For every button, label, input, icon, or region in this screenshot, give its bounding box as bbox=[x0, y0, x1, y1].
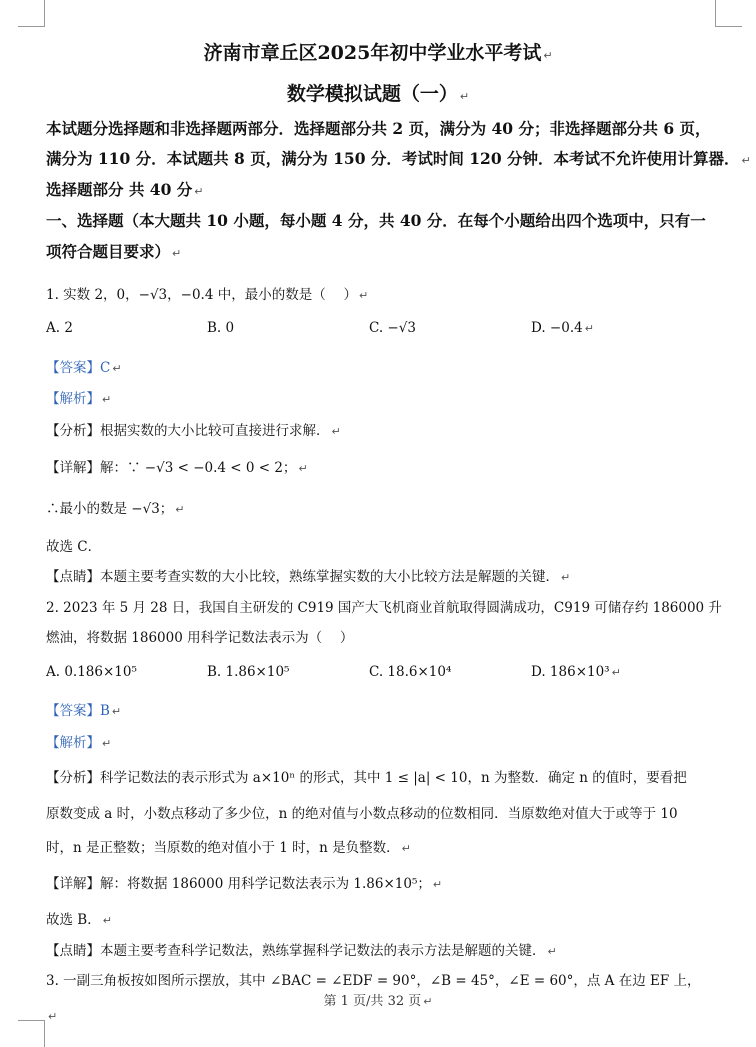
q2-fenxi-line-3: 时，n 是正整数；当原数的绝对值小于 1 时，n 是负整数． ↵ bbox=[46, 840, 411, 856]
q1-comment: 【点睛】本题主要考查实数的大小比较，熟练掌握实数的大小比较方法是解题的关键． ↵ bbox=[46, 569, 571, 585]
intro-line-1: 本试题分选择题和非选择题两部分．选择题部分共 2 页，满分为 40 分；非选择题部分共 6 页， bbox=[46, 119, 711, 138]
q1-answer: 【答案】C ↵ bbox=[46, 360, 122, 376]
q2-comment: 【点睛】本题主要考查科学记数法，熟练掌握科学记数法的表示方法是解题的关键． ↵ bbox=[46, 943, 557, 959]
q2-analysis-label: 【解析】 ↵ bbox=[46, 735, 112, 751]
exam-subtitle: 数学模拟试题（一） ↵ bbox=[286, 83, 470, 105]
q2-choose: 故选 B． ↵ bbox=[46, 912, 112, 928]
page-corner-mark bbox=[18, 1020, 45, 1047]
section-heading: 一、选择题（本大题共 10 小题，每小题 4 分，共 40 分．在每个小题给出四个选项中，只有一 bbox=[46, 211, 706, 230]
q2-stem-line-1: 2. 2023 年 5 月 28 日，我国自主研发的 C919 国产大飞机商业首航取得圆满成功，C919 可储存约 186000 升 bbox=[46, 600, 722, 616]
q2-fenxi-line-1: 【分析】科学记数法的表示形式为 a×10ⁿ 的形式，其中 1 ≤ |a| < 10，n 为整数．确定 n 的值时，要看把 bbox=[46, 770, 687, 786]
page-corner-mark bbox=[715, 0, 742, 27]
q2-option-d: D. 186×10³ ↵ bbox=[531, 664, 621, 680]
intro-line-3: 选择题部分 共 40 分 ↵ bbox=[46, 180, 204, 199]
q1-option-c: C. −√3 bbox=[369, 320, 416, 336]
q1-detail: 【详解】解：∵ −√3 < −0.4 < 0 < 2； ↵ bbox=[46, 460, 308, 476]
q1-analysis-label: 【解析】 ↵ bbox=[46, 391, 112, 407]
q2-option-c: C. 18.6×10⁴ bbox=[369, 664, 452, 680]
intro-line-2: 满分为 110 分．本试题共 8 页，满分为 150 分．考试时间 120 分钟．本考试不允许使用计算器． ↵ bbox=[46, 149, 751, 168]
q1-stem: 1. 实数 2，0，−√3，−0.4 中，最小的数是（ ） ↵ bbox=[46, 287, 369, 303]
q2-detail: 【详解】解：将数据 186000 用科学记数法表示为 1.86×10⁵； ↵ bbox=[46, 876, 443, 892]
page-corner-mark bbox=[18, 0, 45, 27]
paragraph-mark: ↵ bbox=[48, 1010, 58, 1023]
q2-stem-line-2: 燃油，将数据 186000 用科学记数法表示为（ ） bbox=[46, 630, 354, 646]
q3-stem: 3. 一副三角板按如图所示摆放，其中 ∠BAC = ∠EDF = 90°，∠B = 45°，∠E = 60°，点 A 在边 EF 上， bbox=[46, 973, 701, 989]
q1-option-d: D. −0.4 ↵ bbox=[531, 320, 594, 336]
section-heading-cont: 项符合题目要求） ↵ bbox=[46, 242, 182, 261]
q1-fenxi: 【分析】根据实数的大小比较可直接进行求解． ↵ bbox=[46, 423, 341, 439]
q1-choose: 故选 C． bbox=[46, 539, 102, 555]
exam-title: 济南市章丘区2025年初中学业水平考试 ↵ bbox=[203, 42, 553, 64]
q2-answer: 【答案】B ↵ bbox=[46, 703, 122, 719]
q1-therefore: ∴最小的数是 −√3； ↵ bbox=[46, 501, 185, 517]
q2-fenxi-line-2: 原数变成 a 时，小数点移动了多少位，n 的绝对值与小数点移动的位数相同．当原数绝对值大于或等于 10 bbox=[46, 806, 678, 822]
q2-option-b: B. 1.86×10⁵ bbox=[207, 664, 290, 680]
q2-option-a: A. 0.186×10⁵ bbox=[46, 664, 137, 680]
page-footer: 第 1 页/共 32 页 ↵ bbox=[323, 994, 433, 1009]
q1-option-b: B. 0 bbox=[207, 320, 235, 336]
q1-option-a: A. 2 bbox=[46, 320, 73, 336]
